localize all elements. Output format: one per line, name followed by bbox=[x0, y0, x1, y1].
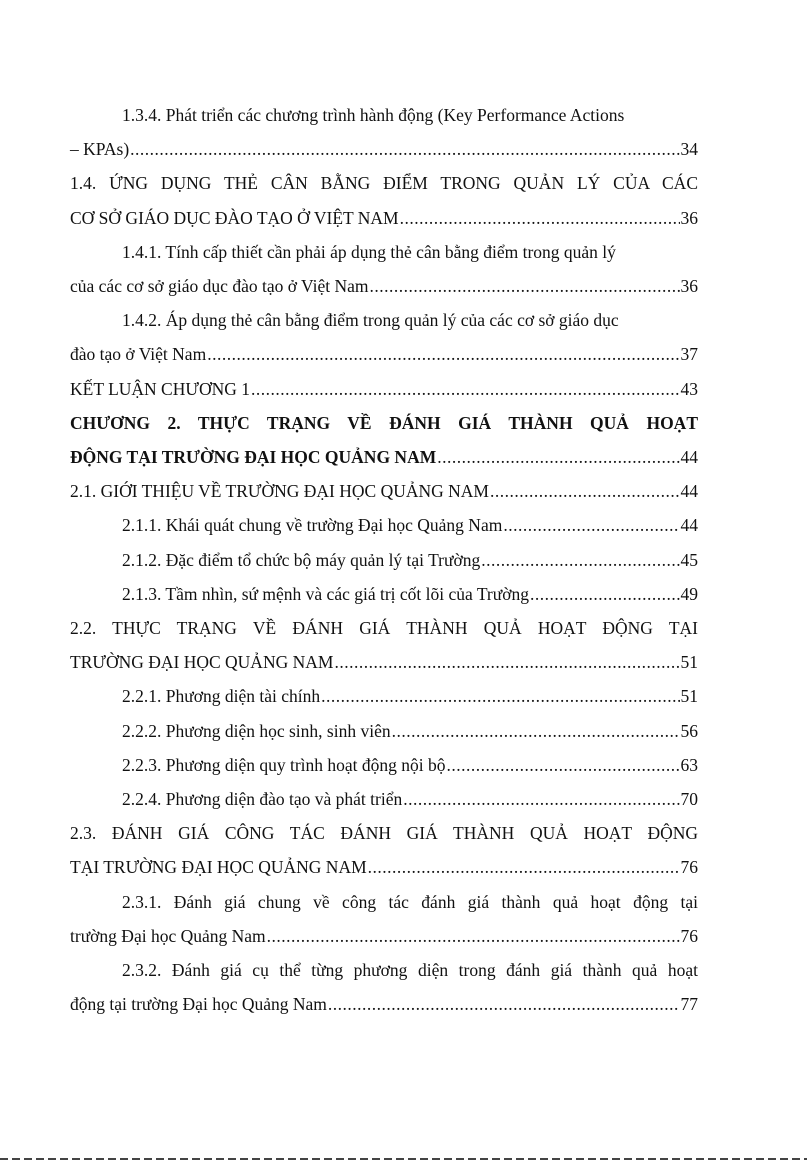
dot-leader bbox=[370, 269, 680, 303]
toc-entry-1-4-2[interactable] bbox=[70, 303, 698, 371]
toc-entry-ket-luan-chuong-1[interactable] bbox=[70, 372, 698, 406]
page-number: 36 bbox=[680, 276, 698, 297]
dot-leader bbox=[368, 850, 680, 884]
toc-entry-text: 1.4.1. Tính cấp thiết cần phải áp dụng thẻ cân bằng điểm trong quản lý bbox=[122, 241, 616, 262]
page-number: 45 bbox=[680, 549, 698, 570]
toc-entry-text: 2.2.4. Phương diện đào tạo và phát triển bbox=[122, 789, 403, 810]
page-number: 63 bbox=[680, 754, 698, 775]
toc-entry-text: 2.2. THỰC TRẠNG VỀ ĐÁNH GIÁ THÀNH QUẢ HOẠT ĐỘNG TẠI bbox=[70, 618, 698, 639]
dot-leader bbox=[321, 679, 679, 713]
dot-leader bbox=[334, 645, 679, 679]
dot-leader bbox=[400, 201, 680, 235]
toc-entry-text-cont: TẠI TRƯỜNG ĐẠI HỌC QUẢNG NAM bbox=[70, 857, 367, 878]
toc-entry-text: 2.2.2. Phương diện học sinh, sinh viên bbox=[122, 720, 391, 741]
toc-entry-text: 2.1.2. Đặc điểm tổ chức bộ máy quản lý tại Trường bbox=[122, 549, 481, 570]
toc-entry-chuong-2[interactable] bbox=[70, 406, 698, 474]
toc-entry-text-cont: CƠ SỞ GIÁO DỤC ĐÀO TẠO Ở VIỆT NAM bbox=[70, 207, 399, 228]
page-number: 49 bbox=[680, 583, 698, 604]
toc-entry-text: 1.4. ỨNG DỤNG THẺ CÂN BẰNG ĐIỂM TRONG QUẢN LÝ CỦA CÁC bbox=[70, 173, 698, 194]
toc-entry-2-1-1[interactable] bbox=[70, 508, 698, 542]
page-number: 37 bbox=[680, 344, 698, 365]
toc-entry-text: 2.3. ĐÁNH GIÁ CÔNG TÁC ĐÁNH GIÁ THÀNH QUẢ HOẠT ĐỘNG bbox=[70, 823, 698, 844]
dot-leader bbox=[447, 748, 680, 782]
toc-entry-text-cont: – KPAs) bbox=[70, 139, 130, 160]
page-number: 34 bbox=[680, 139, 698, 160]
page-number: 44 bbox=[680, 515, 698, 536]
page-number: 43 bbox=[680, 378, 698, 399]
toc-entry-text-cont: ĐỘNG TẠI TRƯỜNG ĐẠI HỌC QUẢNG NAM bbox=[70, 447, 437, 468]
dot-leader bbox=[207, 337, 679, 371]
dot-leader bbox=[437, 440, 679, 474]
page-number: 36 bbox=[680, 207, 698, 228]
toc-entry-text-cont: đào tạo ở Việt Nam bbox=[70, 344, 207, 365]
page-number: 70 bbox=[680, 789, 698, 810]
toc-entry-2-1-2[interactable] bbox=[70, 543, 698, 577]
toc-entry-text-cont: TRƯỜNG ĐẠI HỌC QUẢNG NAM bbox=[70, 652, 334, 673]
toc-entry-2-2-3[interactable] bbox=[70, 748, 698, 782]
dot-leader bbox=[503, 508, 679, 542]
toc-entry-2-3-1[interactable] bbox=[70, 885, 698, 953]
dot-leader bbox=[392, 714, 680, 748]
toc-entry-2-1[interactable] bbox=[70, 474, 698, 508]
toc-entry-text: 2.2.3. Phương diện quy trình hoạt động nội bộ bbox=[122, 754, 446, 775]
toc-entry-2-3-2[interactable] bbox=[70, 953, 698, 1021]
toc-entry-1-4-1[interactable] bbox=[70, 235, 698, 303]
toc-entry-2-2[interactable] bbox=[70, 611, 698, 679]
dot-leader bbox=[251, 372, 680, 406]
toc-entry-text: 1.4.2. Áp dụng thẻ cân bằng điểm trong quản lý của các cơ sở giáo dục bbox=[122, 310, 619, 331]
toc-entry-text: 2.3.1. Đánh giá chung về công tác đánh giá thành quả hoạt động tại bbox=[122, 891, 698, 912]
toc-entry-text-cont: động tại trường Đại học Quảng Nam bbox=[70, 994, 327, 1015]
toc-entry-2-1-3[interactable] bbox=[70, 577, 698, 611]
page-number: 56 bbox=[680, 720, 698, 741]
toc-entry-text-cont: của các cơ sở giáo dục đào tạo ở Việt Nam bbox=[70, 276, 369, 297]
dot-leader bbox=[490, 474, 680, 508]
toc-entry-text: 2.1.1. Khái quát chung về trường Đại học Quảng Nam bbox=[122, 515, 503, 536]
toc-entry-text: KẾT LUẬN CHƯƠNG 1 bbox=[70, 378, 250, 399]
page-number: 44 bbox=[680, 481, 698, 502]
toc-entry-text-cont: trường Đại học Quảng Nam bbox=[70, 925, 266, 946]
toc-entry-2-2-1[interactable] bbox=[70, 679, 698, 713]
page-number: 76 bbox=[680, 857, 698, 878]
dot-leader bbox=[328, 987, 680, 1021]
page-number: 76 bbox=[680, 925, 698, 946]
toc-entry-text: 2.1.3. Tầm nhìn, sứ mệnh và các giá trị cốt lõi của Trường bbox=[122, 583, 530, 604]
toc-entry-2-2-4[interactable] bbox=[70, 782, 698, 816]
toc-entry-2-2-2[interactable] bbox=[70, 714, 698, 748]
toc-entry-text: 2.2.1. Phương diện tài chính bbox=[122, 686, 321, 707]
dot-leader bbox=[267, 919, 680, 953]
toc-entry-text: CHƯƠNG 2. THỰC TRẠNG VỀ ĐÁNH GIÁ THÀNH QUẢ HOẠT bbox=[70, 412, 698, 433]
page-number: 44 bbox=[680, 447, 698, 468]
page-number: 51 bbox=[680, 686, 698, 707]
toc-entry-1-3-4[interactable] bbox=[70, 98, 698, 166]
dot-leader bbox=[530, 577, 679, 611]
dot-leader bbox=[130, 132, 679, 166]
page-number: 51 bbox=[680, 652, 698, 673]
dot-leader bbox=[403, 782, 679, 816]
toc-entry-text: 1.3.4. Phát triển các chương trình hành động (Key Performance Actions bbox=[122, 105, 625, 125]
toc-entry-2-3[interactable] bbox=[70, 816, 698, 884]
page-number: 77 bbox=[680, 994, 698, 1015]
table-of-contents bbox=[70, 98, 698, 1021]
dot-leader bbox=[481, 543, 679, 577]
toc-entry-1-4[interactable] bbox=[70, 166, 698, 234]
toc-entry-text: 2.3.2. Đánh giá cụ thể từng phương diện trong đánh giá thành quả hoạt bbox=[122, 960, 698, 981]
toc-entry-text: 2.1. GIỚI THIỆU VỀ TRƯỜNG ĐẠI HỌC QUẢNG NAM bbox=[70, 481, 489, 502]
